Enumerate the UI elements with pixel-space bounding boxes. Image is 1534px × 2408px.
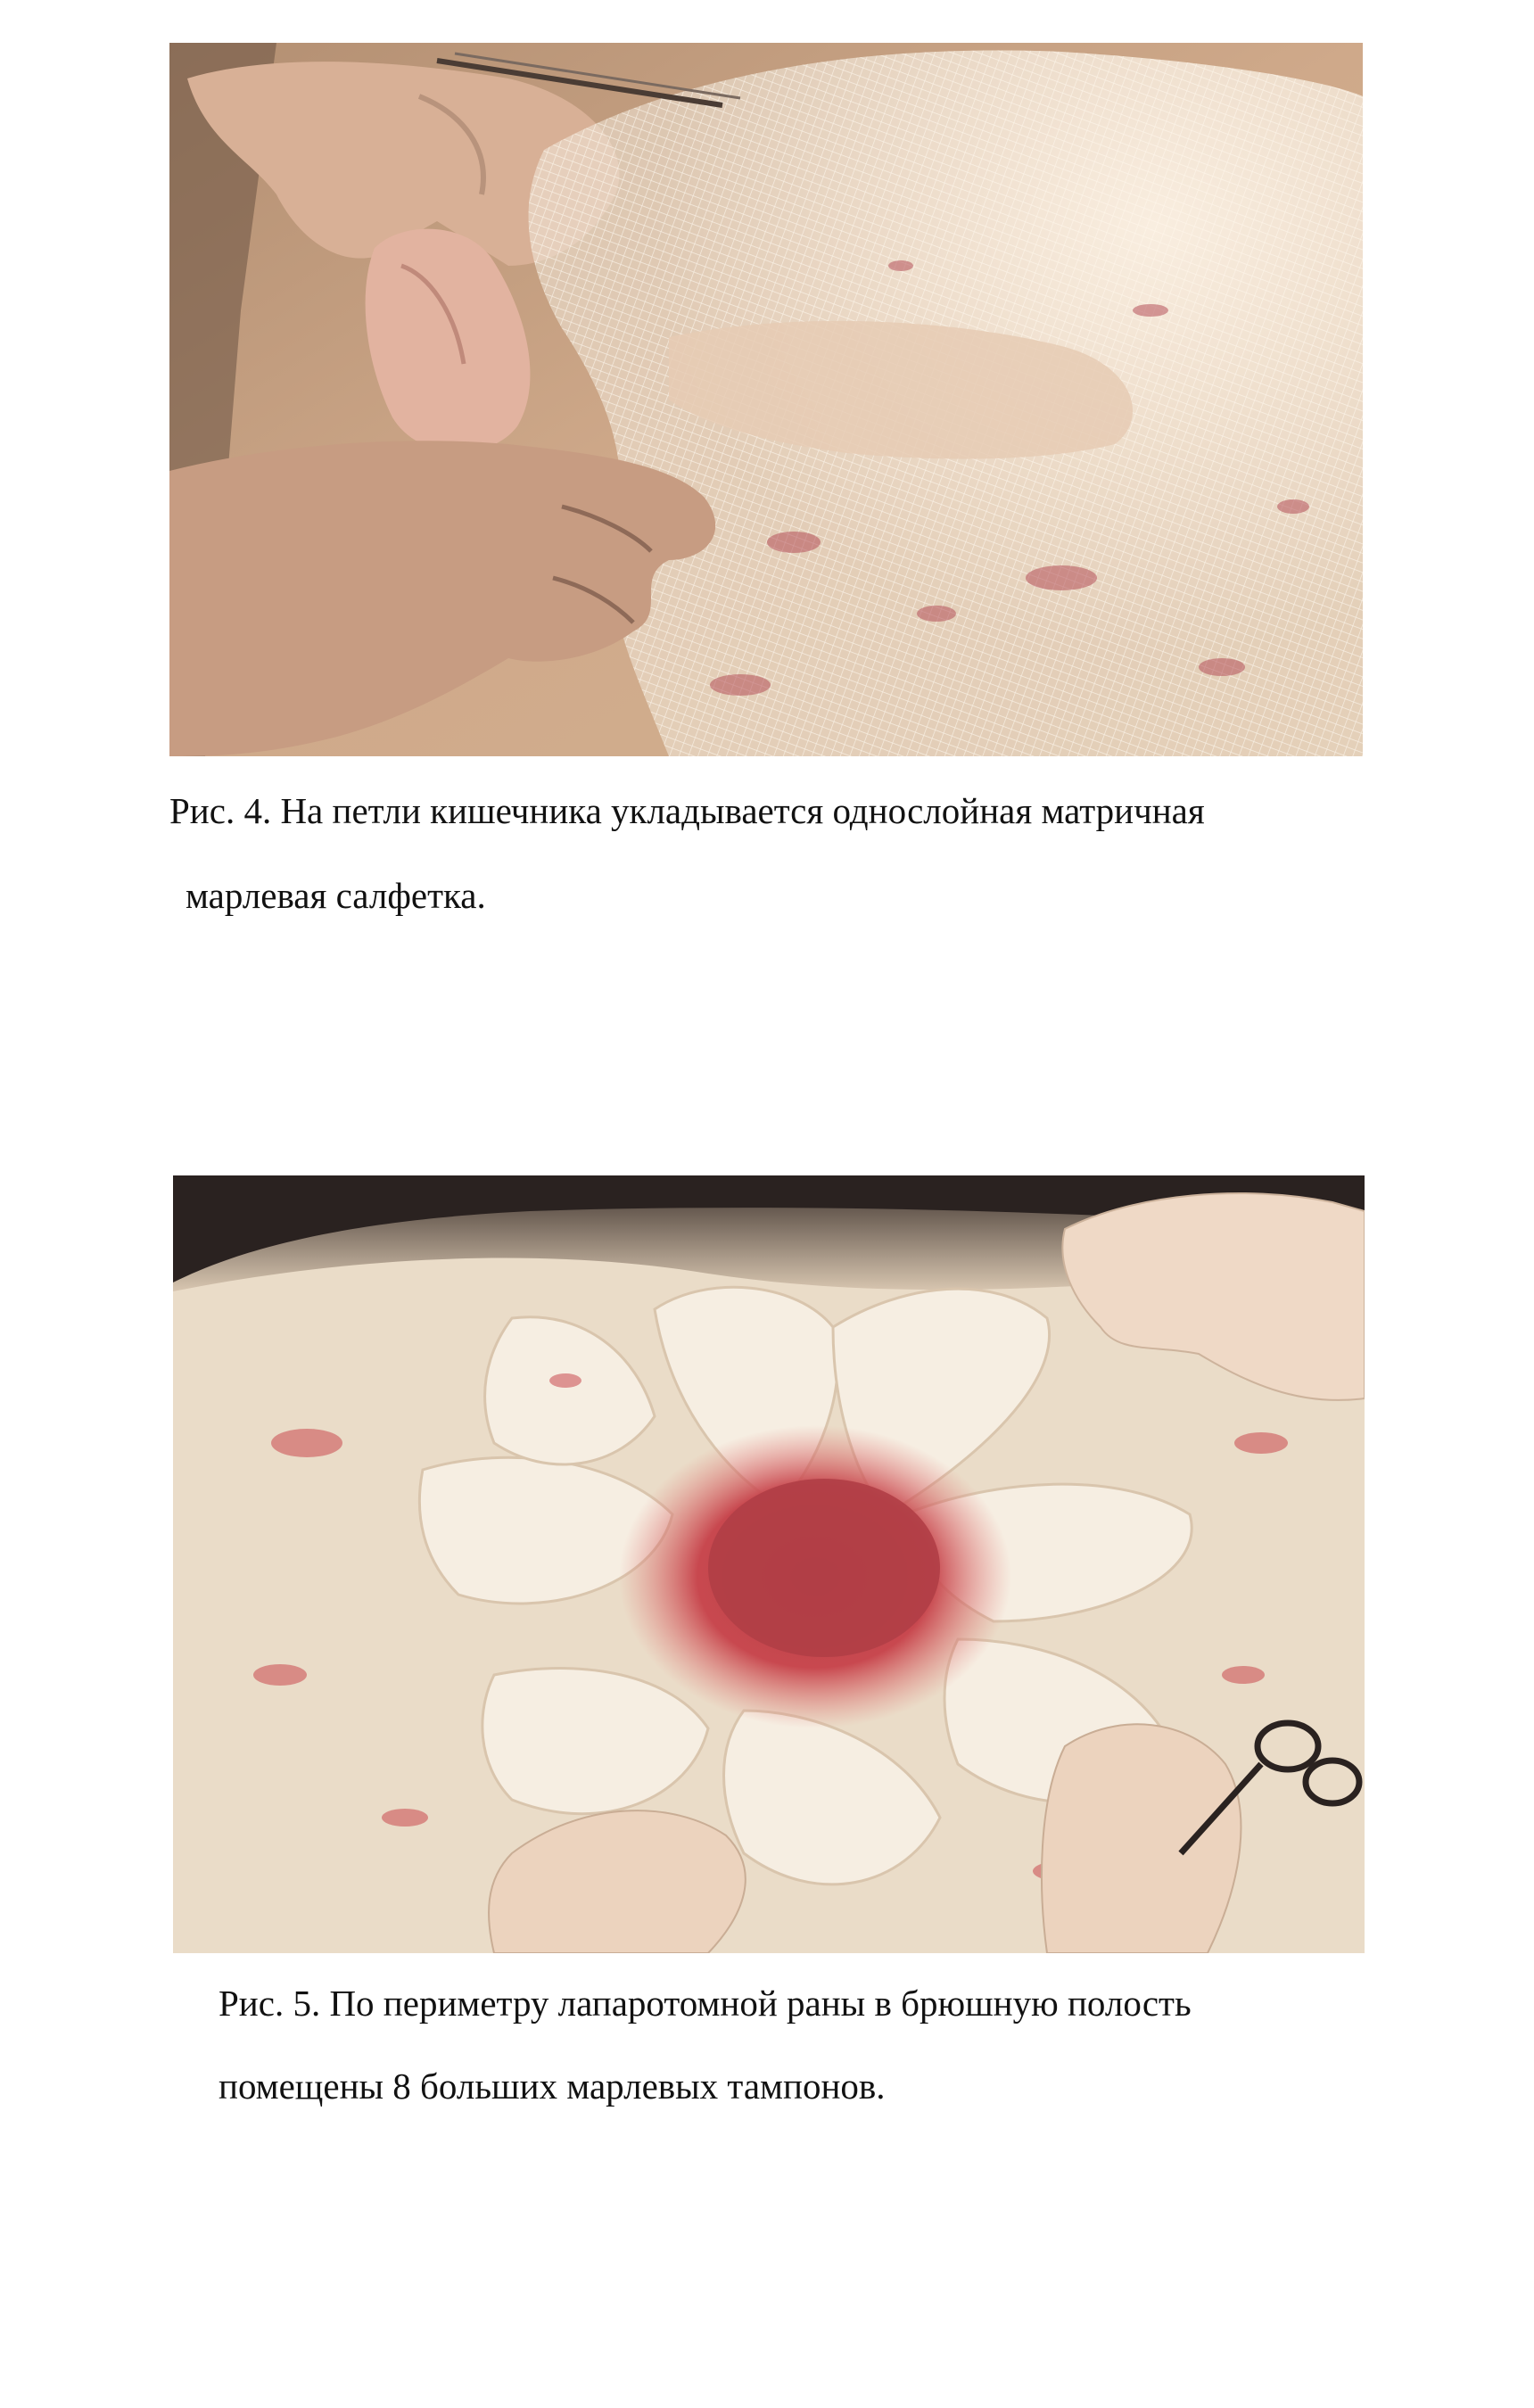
- figure-5-illustration: [173, 1175, 1365, 1953]
- figure-5-photo: [173, 1175, 1365, 1953]
- figure-4-illustration: [169, 43, 1363, 756]
- figure-5-caption-line-2: помещены 8 больших марлевых тампонов.: [219, 2066, 886, 2107]
- figure-4-caption-line-1: Рис. 4. На петли кишечника укладывается однослойная матричная: [169, 790, 1205, 831]
- figure-4-caption-line-2: марлевая салфетка.: [186, 875, 486, 916]
- figure-5-caption-line-1: Рис. 5. По периметру лапаротомной раны в брюшную полость: [219, 1983, 1192, 2024]
- figure-4-photo: [169, 43, 1363, 756]
